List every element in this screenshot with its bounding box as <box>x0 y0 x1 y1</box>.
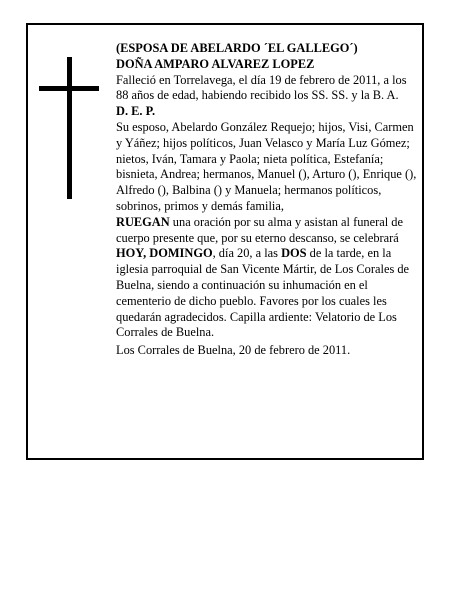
request-text-1: una oración por su alma y asistan al funeral de cuerpo presente que, por su eterno descanso, se celebrará <box>116 214 403 245</box>
funeral-time: DOS <box>281 246 307 261</box>
place-date: Los Corrales de Buelna, 20 de febrero de 2011. <box>116 343 351 358</box>
dep-label: D. E. P. <box>116 104 156 119</box>
heading-spouse: (ESPOSA DE ABELARDO ´EL GALLEGO´) <box>116 41 358 55</box>
cross-icon-bar <box>39 86 99 91</box>
funeral-day: HOY, DOMINGO <box>116 246 213 261</box>
family-list: Su esposo, Abelardo González Requejo; hijos, Visi, Carmen y Yáñez; hijos políticos, Juan Velasco y María Luz Gómez; nietos, Iván, Tamara y Paola; nieta política, Estefanía; bisnieta, Andrea; hermanos, Manuel (), Arturo (), Enrique (), Alfredo (), Balbina () y Manuela; hermanos políticos, sobrinos, primos y demás familia, <box>116 119 417 213</box>
request-text-3: de la tarde, en la iglesia parroquial de San Vicente Mártir, de Los Corales de Buelna, siendo a continuación su inhumación en el cementerio de dicho pueblo. Favores por los cuales les quedarán agradecidos. Capilla ardiente: Velatorio de Los Corrales de Buelna. <box>116 246 410 340</box>
death-statement: Falleció en Torrelavega, el día 19 de febrero de 2011, a los 88 años de edad, habiendo recibido los SS. SS. y la B. A. <box>116 72 407 103</box>
deceased-name: DOÑA AMPARO ALVAREZ LOPEZ <box>116 56 315 71</box>
cross-icon <box>67 57 72 199</box>
funeral-request <box>116 215 422 341</box>
obituary-notice <box>26 23 424 460</box>
obituary-text <box>116 41 422 359</box>
request-text-2: , día 20, a las <box>212 246 282 261</box>
ruegan-label: RUEGAN <box>116 214 170 229</box>
